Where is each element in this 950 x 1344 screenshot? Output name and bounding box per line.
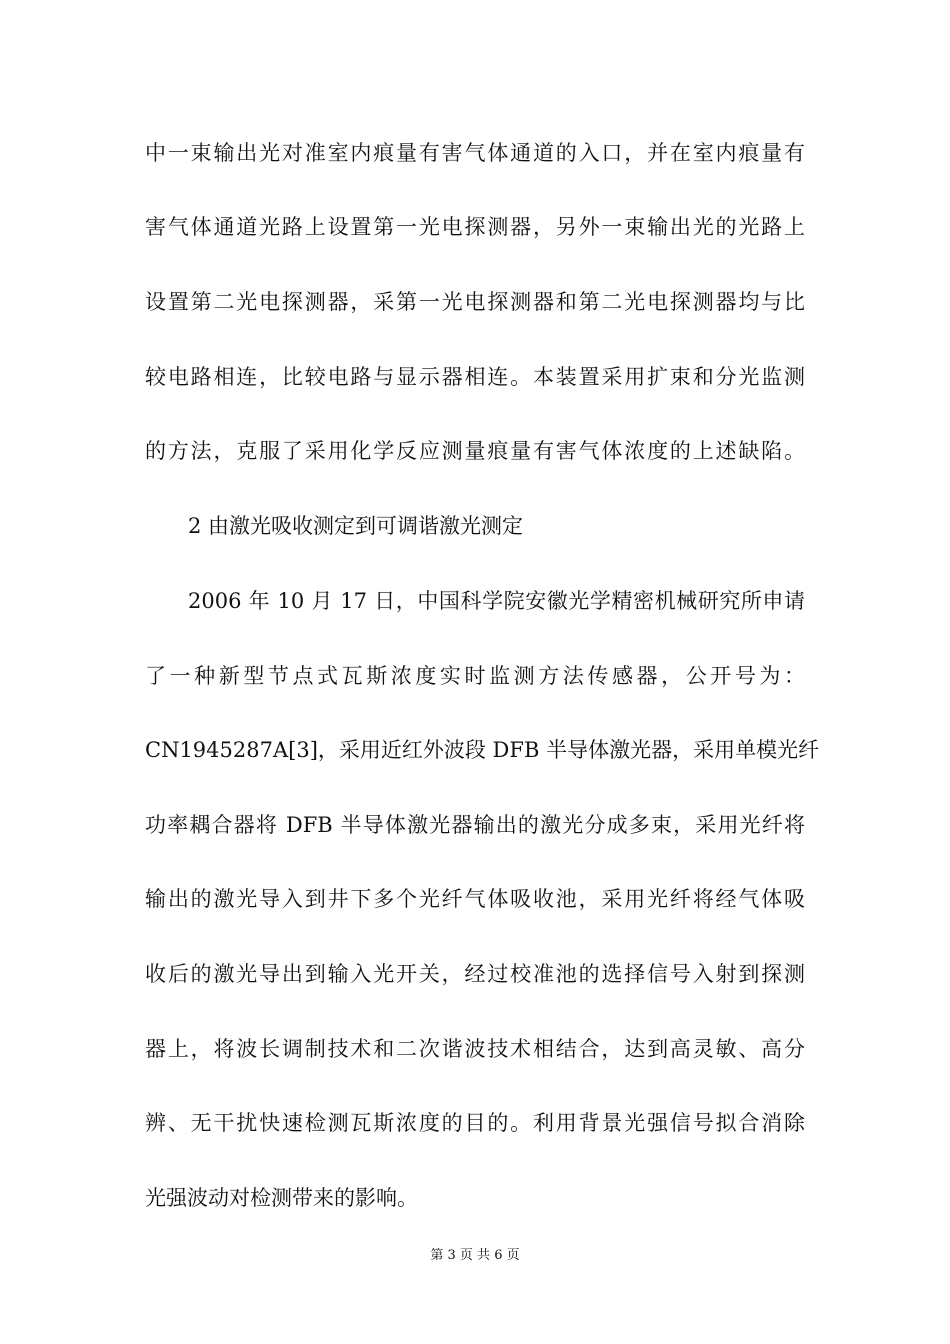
text-line: CN1945287A[3]，采用近红外波段 DFB 半导体激光器，采用单模光纤 <box>145 738 820 762</box>
text-line: 光强波动对检测带来的影响。 <box>145 1186 418 1210</box>
page-number-footer: 第 3 页 共 6 页 <box>430 1248 520 1263</box>
text-line: 输出的激光导入到井下多个光纤气体吸收池，采用光纤将经气体吸 <box>145 887 805 911</box>
text-line: 设置第二光电探测器，采第一光电探测器和第二光电探测器均与比 <box>145 290 805 314</box>
text-line: 较电路相连，比较电路与显示器相连。本装置采用扩束和分光监测 <box>145 365 805 389</box>
text-line: 器上，将波长调制技术和二次谐波技术相结合，达到高灵敏、高分 <box>145 1037 805 1061</box>
text-line: 功率耦合器将 DFB 半导体激光器输出的激光分成多束，采用光纤将 <box>145 813 805 837</box>
text-line: 收后的激光导出到输入光开关，经过校准池的选择信号入射到探测 <box>145 962 805 986</box>
text-line: 了一种新型节点式瓦斯浓度实时监测方法传感器，公开号为： <box>145 664 805 688</box>
text-line: 的方法，克服了采用化学反应测量痕量有害气体浓度的上述缺陷。 <box>145 439 805 463</box>
text-line: 中一束输出光对准室内痕量有害气体通道的入口，并在室内痕量有 <box>145 141 805 165</box>
text-line: 辨、无干扰快速检测瓦斯浓度的目的。利用背景光强信号拟合消除 <box>145 1111 805 1135</box>
section-heading: 2 由激光吸收测定到可调谐激光测定 <box>188 514 524 538</box>
text-line: 2006 年 10 月 17 日，中国科学院安徽光学精密机械研究所申请 <box>188 589 805 613</box>
text-line: 害气体通道光路上设置第一光电探测器，另外一束输出光的光路上 <box>145 215 805 239</box>
